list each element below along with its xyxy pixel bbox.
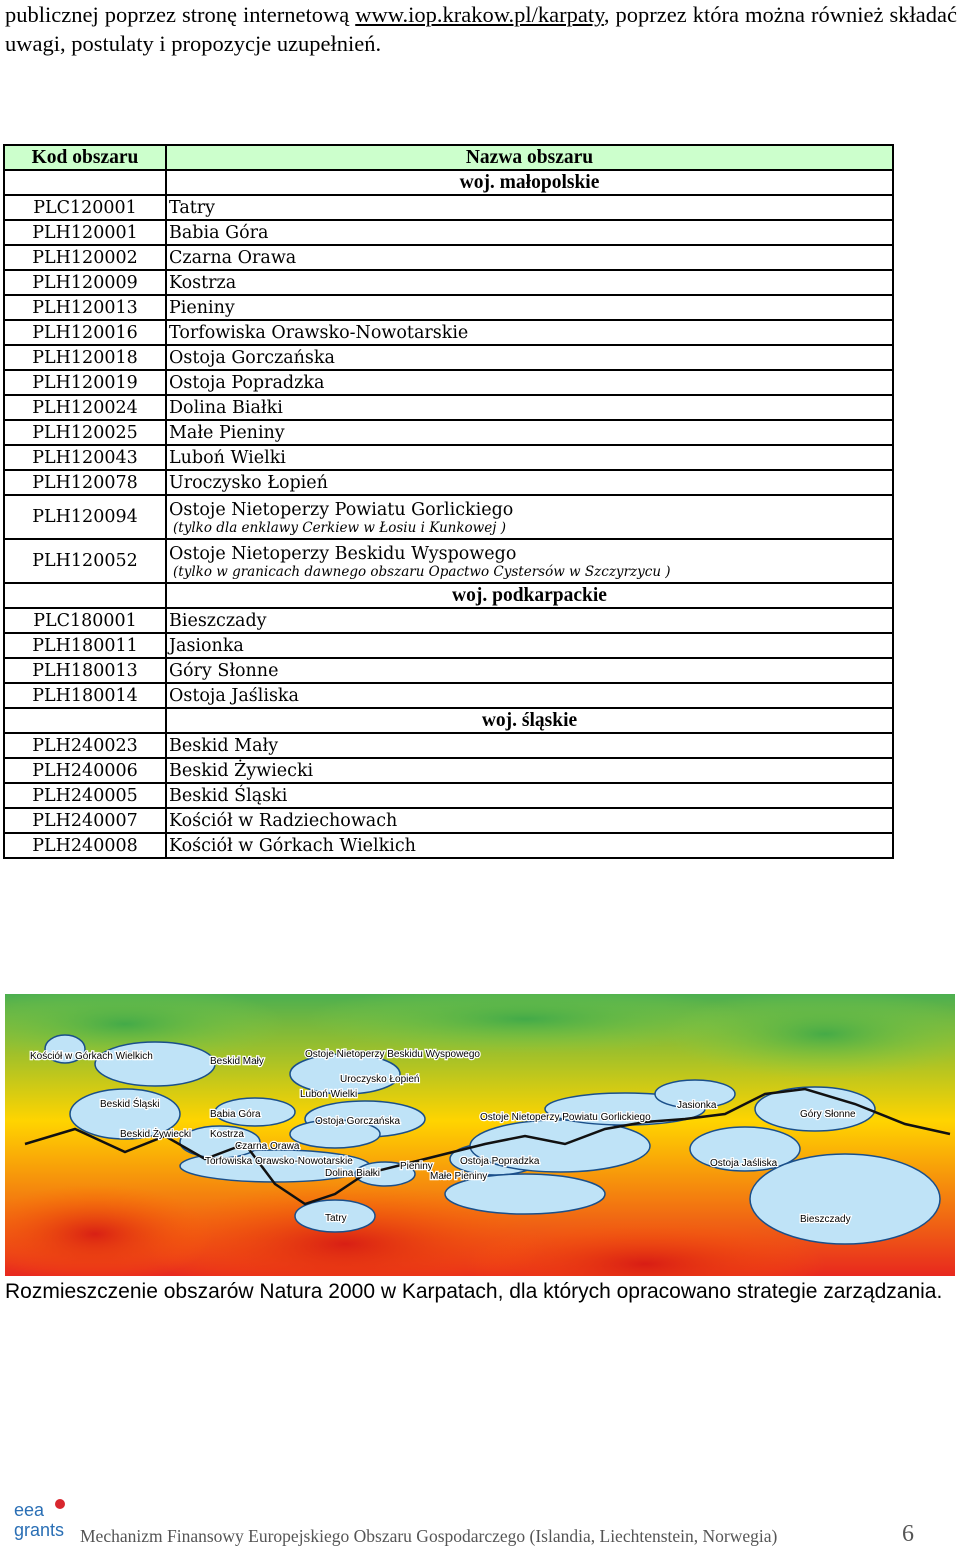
- map-image: [5, 994, 955, 1276]
- intro-paragraph: [5, 0, 957, 58]
- area-code: PLH120001: [4, 220, 166, 245]
- logo-line-1: eea: [14, 1500, 45, 1520]
- table-header-row: [4, 145, 893, 170]
- region-name: woj. śląskie: [166, 708, 893, 733]
- area-name: Beskid Żywiecki: [166, 758, 893, 783]
- intro-text-end: , poprzez która można również składać uwagi, postulaty i propozycje uzupełnień.: [5, 2, 958, 56]
- header-name: Nazwa obszaru: [166, 145, 893, 170]
- map-label: Luboń Wielki: [300, 1089, 358, 1100]
- eea-grants-logo: [12, 1496, 72, 1544]
- area-code: PLH240005: [4, 783, 166, 808]
- area-name: Małe Pieniny: [166, 420, 893, 445]
- area-note: (tylko w granicach dawnego obszaru Opactwo Cystersów w Szczyrzycu ): [173, 563, 671, 580]
- area-code: PLH120018: [4, 345, 166, 370]
- area-name: Kościół w Radziechowach: [166, 808, 893, 833]
- table-row: [4, 470, 893, 495]
- area-code: PLH120025: [4, 420, 166, 445]
- area-name-cell: [166, 495, 893, 539]
- area-code: PLH180011: [4, 633, 166, 658]
- table-row: [4, 245, 893, 270]
- area-name: Torfowiska Orawsko-Nowotarskie: [166, 320, 893, 345]
- map-label: Góry Słonne: [800, 1109, 856, 1120]
- table-row: [4, 295, 893, 320]
- area-name: Ostoja Popradzka: [166, 370, 893, 395]
- area-code: PLH120002: [4, 245, 166, 270]
- map-label: Kościół w Górkach Wielkich: [30, 1051, 153, 1062]
- area-code: PLH240023: [4, 733, 166, 758]
- table-row: [4, 733, 893, 758]
- region-name: woj. podkarpackie: [166, 583, 893, 608]
- map-label: Ostoja Popradzka: [460, 1156, 540, 1167]
- area-code: PLH120009: [4, 270, 166, 295]
- area-name: Tatry: [166, 195, 893, 220]
- logo-line-2: grants: [14, 1520, 65, 1540]
- table-row: [4, 220, 893, 245]
- map-label: Czarna Orawa: [235, 1141, 300, 1152]
- table-row: [4, 420, 893, 445]
- area-code: PLH120052: [4, 539, 166, 583]
- area-code: PLH240007: [4, 808, 166, 833]
- map-label: Beskid Mały: [210, 1056, 264, 1067]
- protected-area-shape: [95, 1042, 215, 1086]
- page-number: 6: [902, 1521, 914, 1547]
- area-code: PLH240008: [4, 833, 166, 858]
- area-name: Jasionka: [166, 633, 893, 658]
- area-code: PLC180001: [4, 608, 166, 633]
- map-label: Torfowiska Orawsko-Nowotarskie: [205, 1156, 353, 1167]
- natura-map: [5, 994, 955, 1276]
- map-label: Ostoja Gorczańska: [315, 1116, 401, 1127]
- area-name: Beskid Mały: [166, 733, 893, 758]
- area-code: PLH120024: [4, 395, 166, 420]
- karpaty-link[interactable]: www.iop.krakow.pl/karpaty: [355, 2, 604, 27]
- area-name: Luboń Wielki: [166, 445, 893, 470]
- map-label: Beskid Śląski: [100, 1099, 160, 1110]
- area-name: Pieniny: [166, 295, 893, 320]
- area-code: PLH120078: [4, 470, 166, 495]
- table-row: [4, 195, 893, 220]
- area-code: PLH120019: [4, 370, 166, 395]
- region-row: [4, 708, 893, 733]
- header-code: Kod obszaru: [4, 145, 166, 170]
- table-row-with-note: [4, 539, 893, 583]
- region-name: woj. małopolskie: [166, 170, 893, 195]
- table-row: [4, 395, 893, 420]
- area-code: PLH120043: [4, 445, 166, 470]
- area-code: PLH120094: [4, 495, 166, 539]
- area-name: Góry Słonne: [166, 658, 893, 683]
- area-name: Ostoja Jaśliska: [166, 683, 893, 708]
- table-row: [4, 783, 893, 808]
- area-name-cell: [166, 539, 893, 583]
- table-body: [4, 170, 893, 858]
- area-code: PLH240006: [4, 758, 166, 783]
- area-note: (tylko dla enklawy Cerkiew w Łosiu i Kunkowej ): [173, 519, 506, 536]
- area-name: Bieszczady: [166, 608, 893, 633]
- map-label: Ostoje Nietoperzy Beskidu Wyspowego: [305, 1049, 480, 1060]
- area-name: Ostoje Nietoperzy Powiatu Gorlickiego: [169, 499, 514, 520]
- area-name: Czarna Orawa: [166, 245, 893, 270]
- region-code-empty: [4, 170, 166, 195]
- table-row: [4, 320, 893, 345]
- table-row: [4, 683, 893, 708]
- intro-text-start: publicznej poprzez stronę internetową: [5, 2, 356, 27]
- region-row: [4, 583, 893, 608]
- map-label: Ostoje Nietoperzy Powiatu Gorlickiego: [480, 1112, 651, 1123]
- table-row: [4, 758, 893, 783]
- area-name: Dolina Białki: [166, 395, 893, 420]
- natura-areas-table: [3, 144, 894, 859]
- region-code-empty: [4, 708, 166, 733]
- table-row: [4, 808, 893, 833]
- area-code: PLH180014: [4, 683, 166, 708]
- map-label: Dolina Białki: [325, 1168, 381, 1179]
- region-row: [4, 170, 893, 195]
- table-row: [4, 445, 893, 470]
- table-row: [4, 270, 893, 295]
- table-row: [4, 608, 893, 633]
- map-label: Ostoja Jaśliska: [710, 1158, 778, 1169]
- region-code-empty: [4, 583, 166, 608]
- area-code: PLH120016: [4, 320, 166, 345]
- table-row: [4, 658, 893, 683]
- map-label: Pieniny: [400, 1161, 433, 1172]
- table-row: [4, 345, 893, 370]
- map-label: Jasionka: [677, 1100, 717, 1111]
- area-code: PLH120013: [4, 295, 166, 320]
- logo-star-icon: [55, 1499, 65, 1509]
- area-name: Beskid Śląski: [166, 783, 893, 808]
- table-row: [4, 833, 893, 858]
- protected-area-shape: [750, 1154, 940, 1244]
- map-label: Tatry: [325, 1213, 347, 1224]
- area-code: PLC120001: [4, 195, 166, 220]
- map-label: Kostrza: [210, 1129, 244, 1140]
- map-label: Bieszczady: [800, 1214, 851, 1225]
- map-label: Małe Pieniny: [430, 1171, 488, 1182]
- map-label: Babia Góra: [210, 1109, 261, 1120]
- map-label: Uroczysko Łopień: [340, 1074, 420, 1085]
- area-code: PLH180013: [4, 658, 166, 683]
- map-label: Beskid Żywiecki: [120, 1129, 192, 1140]
- area-name: Kościół w Górkach Wielkich: [166, 833, 893, 858]
- map-caption: Rozmieszczenie obszarów Natura 2000 w Karpatach, dla których opracowano strategie zarządzania.: [5, 1280, 943, 1303]
- area-name: Kostrza: [166, 270, 893, 295]
- area-name: Uroczysko Łopień: [166, 470, 893, 495]
- area-name: Babia Góra: [166, 220, 893, 245]
- area-name: Ostoje Nietoperzy Beskidu Wyspowego: [169, 543, 517, 564]
- footer-text: Mechanizm Finansowy Europejskiego Obszaru Gospodarczego (Islandia, Liechtenstein, Norwegia): [80, 1526, 778, 1546]
- table-row: [4, 370, 893, 395]
- area-name: Ostoja Gorczańska: [166, 345, 893, 370]
- table-row: [4, 633, 893, 658]
- table-row-with-note: [4, 495, 893, 539]
